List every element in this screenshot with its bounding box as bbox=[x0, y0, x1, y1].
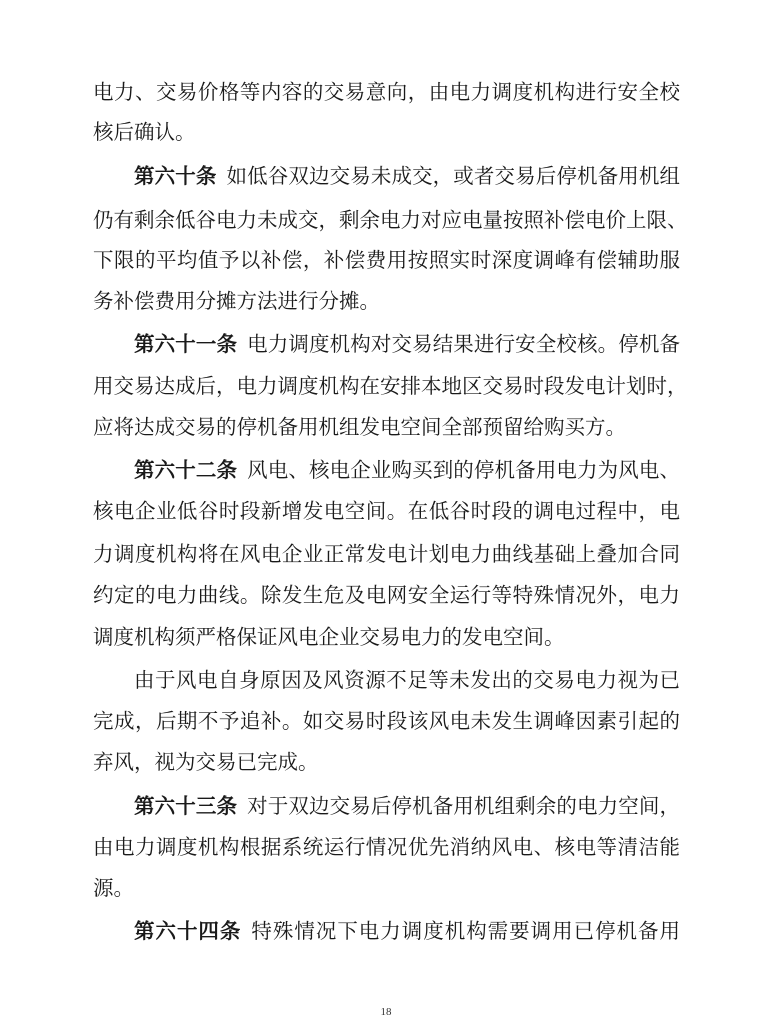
text-line: 源。 bbox=[93, 876, 134, 900]
text-line: 仍有剩余低谷电力未成交，剩余电力对应电量按照补偿电价上限、 bbox=[93, 208, 688, 232]
text-line: 由电力调度机构根据系统运行情况优先消纳风电、核电等清洁能 bbox=[93, 835, 680, 859]
text-line: 务补偿费用分摊方法进行分摊。 bbox=[93, 289, 380, 313]
text-line: 弃风，视为交易已完成。 bbox=[93, 750, 319, 774]
article-heading: 第六十四条 bbox=[134, 919, 242, 943]
article-text: 如低谷双边交易未成交，或者交易后停机备用机组 bbox=[226, 164, 681, 188]
article-heading: 第六十一条 bbox=[134, 332, 238, 356]
article-61-first-line bbox=[0, 324, 772, 364]
article-60-first-line bbox=[0, 156, 772, 196]
text-line: 完成，后期不予追补。如交易时段该风电未发生调峰因素引起的 bbox=[93, 709, 680, 733]
text-line: 用交易达成后，电力调度机构在安排本地区交易时段发电计划时， bbox=[93, 374, 688, 398]
text-line: 应将达成交易的停机备用机组发电空间全部预留给购买方。 bbox=[93, 415, 626, 439]
text-line: 力调度机构将在风电企业正常发电计划电力曲线基础上叠加合同 bbox=[93, 542, 680, 566]
article-text: 风电、核电企业购买到的停机备用电力为风电、 bbox=[247, 458, 681, 482]
page-number: 18 bbox=[380, 1006, 392, 1018]
text-line: 核后确认。 bbox=[93, 120, 196, 144]
article-heading: 第六十三条 bbox=[134, 794, 238, 818]
text-line: 约定的电力曲线。除发生危及电网安全运行等特殊情况外，电力 bbox=[93, 583, 680, 607]
text-line: 调度机构须严格保证风电企业交易电力的发电空间。 bbox=[93, 625, 565, 649]
article-63-first-line bbox=[0, 786, 772, 826]
text-line: 由于风电自身原因及风资源不足等未发出的交易电力视为已 bbox=[134, 668, 680, 692]
article-text: 特殊情况下电力调度机构需要调用已停机备用 bbox=[251, 919, 681, 943]
article-text: 对于双边交易后停机备用机组剩余的电力空间， bbox=[247, 794, 681, 818]
article-heading: 第六十条 bbox=[134, 164, 217, 188]
text-line: 下限的平均值予以补偿，补偿费用按照实时深度调峰有偿辅助服 bbox=[93, 248, 680, 272]
article-text: 电力调度机构对交易结果进行安全校核。停机备 bbox=[247, 332, 681, 356]
article-heading: 第六十二条 bbox=[134, 458, 238, 482]
text-line: 电力、交易价格等内容的交易意向，由电力调度机构进行安全校 bbox=[93, 80, 680, 104]
article-64-first-line bbox=[0, 911, 772, 951]
article-62-first-line bbox=[0, 450, 772, 490]
text-line: 核电企业低谷时段新增发电空间。在低谷时段的调电过程中，电 bbox=[93, 499, 680, 523]
